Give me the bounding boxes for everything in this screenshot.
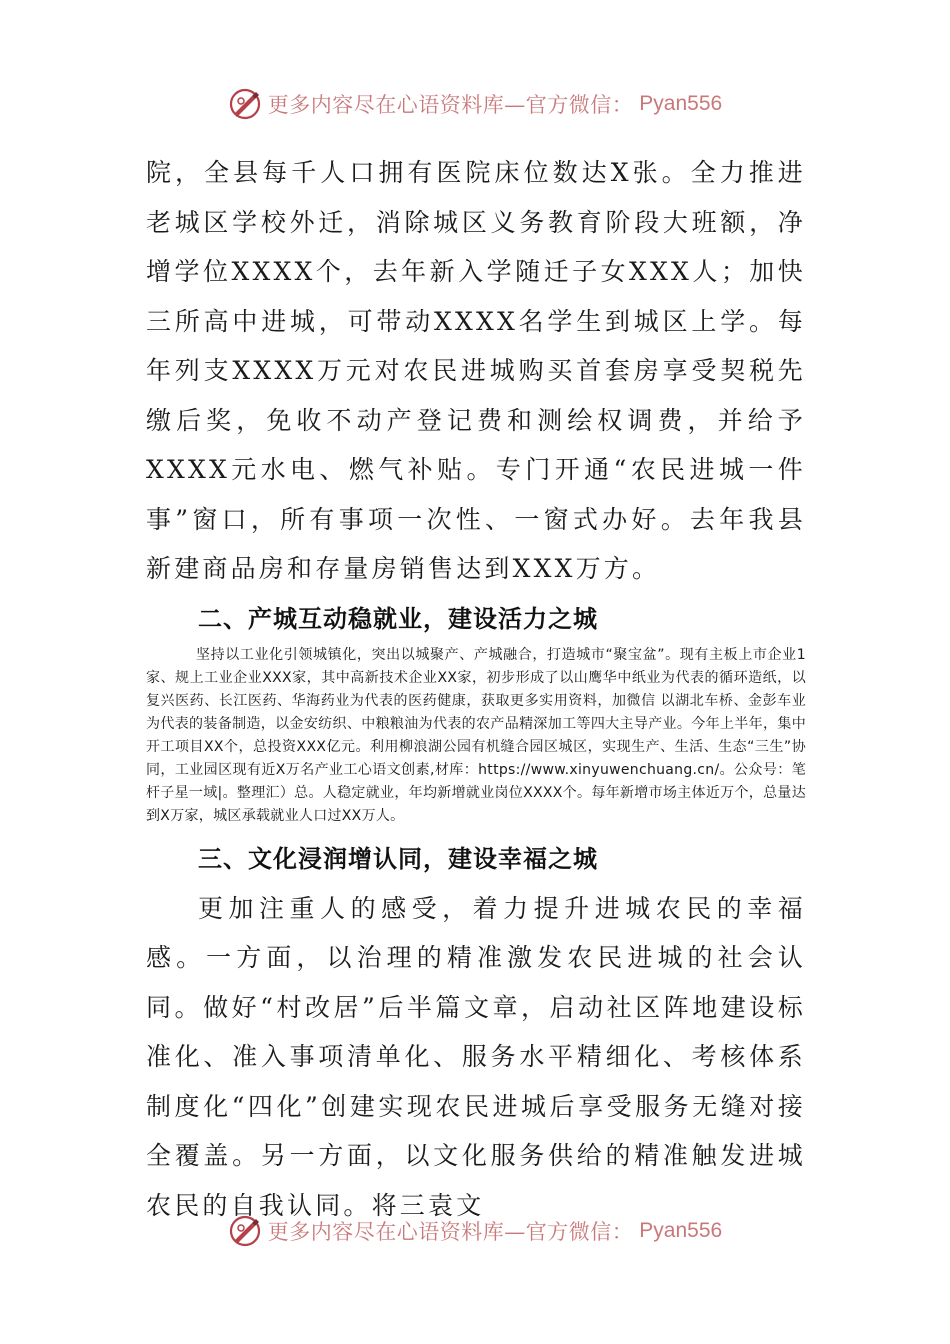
pen-logo-icon <box>228 87 262 121</box>
paragraph-1: 院，全县每千人口拥有医院床位数达X张。全力推进老城区学校外迁，消除城区义务教育阶段大班额，净增学位XXXX个，去年新入学随迁子女XXX人；加快三所高中进城，可带动XXXX名学生到城区上学。每年列支XXXX万元对农民进城购买首套房享受契税先缴后奖，免收不动产登记费和测绘权调费，并给予XXXX元水电、燃气补贴。专门开通“农民进城一件事”窗口，所有事项一次性、一窗式办好。去年我县新建商品房和存量房销售达到XXX万方。 <box>146 158 806 583</box>
footer-watermark-banner <box>0 1211 950 1251</box>
banner-text: 更多内容尽在心语资料库—官方微信： <box>267 1220 634 1244</box>
section-heading-2: 二、产城互动稳就业，建设活力之城 <box>198 604 598 633</box>
section-heading-3: 三、文化浸润增认同，建设幸福之城 <box>198 844 598 873</box>
paragraph-2: 坚持以工业化引领城镇化，突出以城聚产、产城融合，打造城市“聚宝盆”。现有主板上市企业1家、规上工业企业XXX家，其中高新技术企业XX家，初步形成了以山鹰华中纸业为代表的循环造纸，以复兴医药、长江医药、华海药业为代表的医药健康，获取更多实用资料，加微信 以湖北车桥、金彭车业为代表的装备制造，以金安纺织、中粮粮油为代表的农产品精深加工等四大主导产业。今年上半年，集中开工项目XX个，总投资XXX亿元。利用柳浪湖公园有机缝合园区城区，实现生产、生活、生态“三生”协同，工业园区现有近X万名产业工心语文创素,材库：https://www.xinyuwenchuang.cn/。公众号：笔杆子星一域|。整理汇）总。人稳定就业，年均新增就业岗位XXXX个。每年新增市场主体近万个，总量达到X万家，城区承载就业人口过XX万人。 <box>146 646 806 824</box>
header-watermark-banner <box>0 84 950 124</box>
paragraph-3: 更加注重人的感受，着力提升进城农民的幸福感。一方面，以治理的精准激发农民进城的社会认同。做好“村改居”后半篇文章，启动社区阵地建设标准化、准入事项清单化、服务水平精细化、考核体系制度化“四化”创建实现农民进城后享受服务无缝对接全覆盖。另一方面，以文化服务供给的精准触发进城农民的自我认同。将三袁文 <box>146 893 806 1220</box>
banner-text: 更多内容尽在心语资料库—官方微信： <box>267 93 634 117</box>
pen-logo-icon <box>228 1214 262 1248</box>
wechat-id: Pyan556 <box>639 92 723 115</box>
wechat-id: Pyan556 <box>639 1219 723 1242</box>
document-body <box>146 148 806 1230</box>
